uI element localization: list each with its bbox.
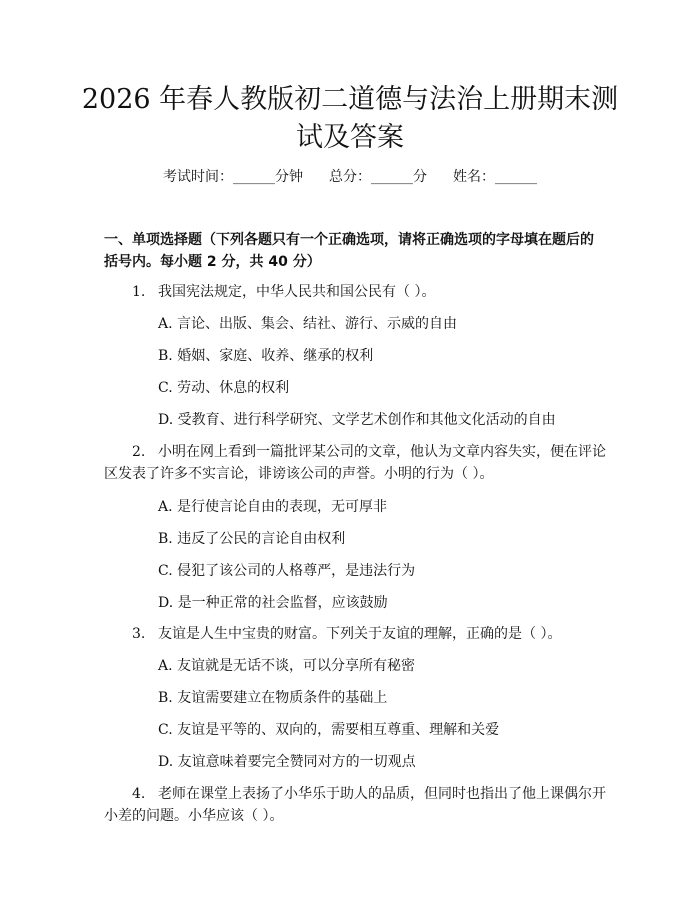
question-1 [132,282,435,302]
option-d: D. 友谊意味着要完全赞同对方的一切观点 [158,754,416,770]
question-2 [132,442,606,462]
question-number: 4. [132,786,146,802]
question-text-continued: 小差的问题。小华应该（ ）。 [104,808,284,824]
question-number: 3. [132,626,146,642]
option-b: B. 违反了公民的言论自由权利 [158,531,346,547]
option-d: D. 受教育、进行科学研究、文学艺术创作和其他文化活动的自由 [158,412,556,428]
option-c: C. 友谊是平等的、双向的，需要相互尊重、理解和关爱 [158,722,500,738]
question-3 [132,624,561,644]
question-number: 1. [132,284,146,300]
student-name-field: 姓名：______ [453,169,537,185]
option-a: A. 言论、出版、集会、结社、游行、示威的自由 [158,316,458,332]
total-score-field: 总分：______分 [329,169,427,185]
exam-time-field: 考试时间：______分钟 [163,169,303,185]
exam-meta [0,167,700,187]
option-a: A. 友谊就是无话不谈，可以分享所有秘密 [158,658,416,674]
question-text-continued: 区发表了许多不实言论，诽谤该公司的声誉。小明的行为（ ）。 [104,466,494,482]
page-title-line-1: 2026 年春人教版初二道德与法治上册期末测 [81,84,619,115]
option-b: B. 友谊需要建立在物质条件的基础上 [158,690,388,706]
question-number: 2. [132,444,146,460]
option-d: D. 是一种正常的社会监督，应该鼓励 [158,595,388,611]
question-text: 我国宪法规定，中华人民共和国公民有（ ）。 [158,284,436,300]
question-text: 老师在课堂上表扬了小华乐于助人的品质，但同时也指出了他上课偶尔开 [158,786,606,802]
question-text: 友谊是人生中宝贵的财富。下列关于友谊的理解，正确的是（ ）。 [158,626,562,642]
question-4 [132,784,606,804]
option-b: B. 婚姻、家庭、收养、继承的权利 [158,348,374,364]
question-text: 小明在网上看到一篇批评某公司的文章，他认为文章内容失实，便在评论 [158,444,606,460]
section-heading: 一、单项选择题（下列各题只有一个正确选项，请将正确选项的字母填在题后的括号内。每小题 2 分，共 40 分） [104,232,594,270]
option-c: C. 劳动、休息的权利 [158,380,290,396]
option-a: A. 是行使言论自由的表现，无可厚非 [158,499,388,515]
option-c: C. 侵犯了该公司的人格尊严，是违法行为 [158,563,416,579]
page-title-line-2: 试及答案 [296,122,404,153]
